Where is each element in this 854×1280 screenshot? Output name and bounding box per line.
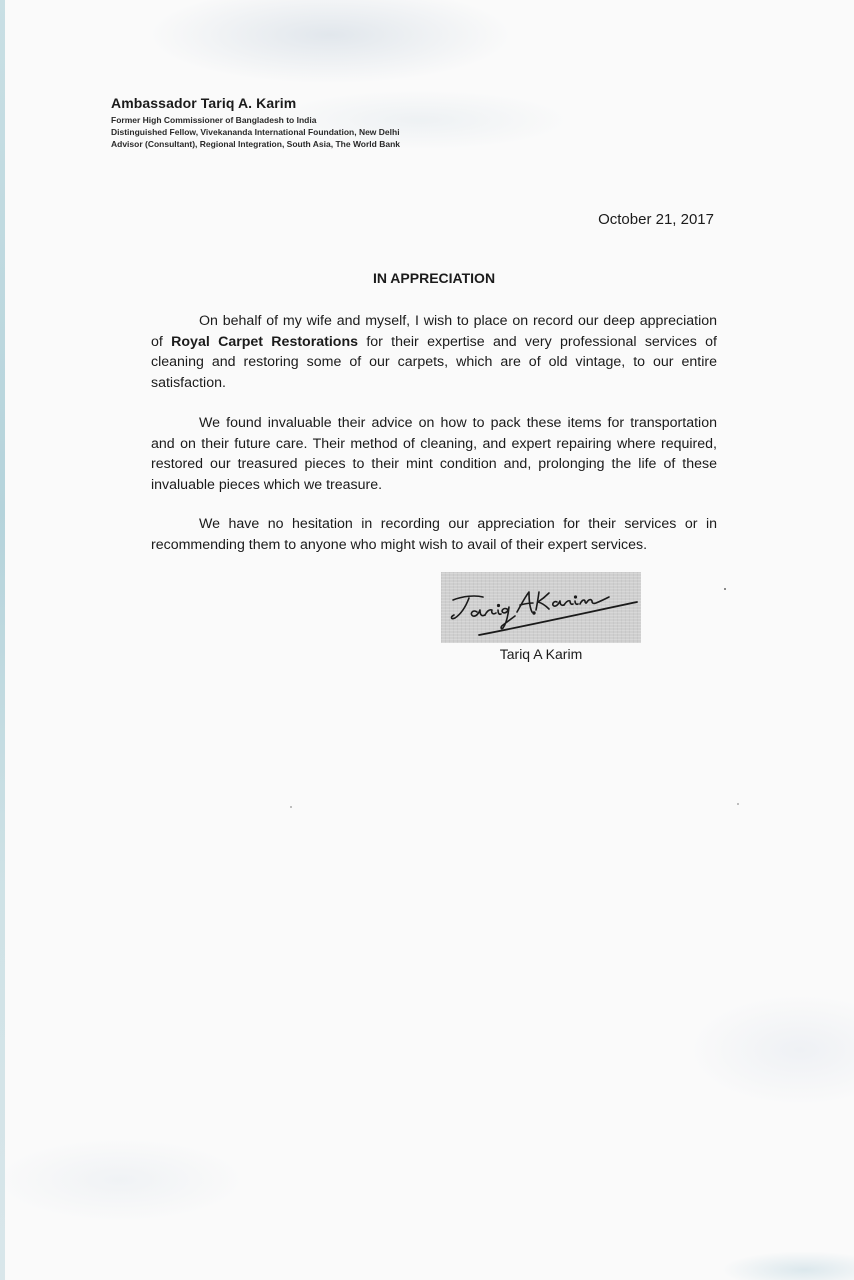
paragraph-1-end: for their expertise and very professional services of cleaning and restoring some of our carpets, which are of old vintage, to our entire satisfaction. bbox=[151, 333, 717, 391]
letterhead-line-3: Advisor (Consultant), Regional Integration, South Asia, The World Bank bbox=[111, 139, 401, 149]
letter-date: October 21, 2017 bbox=[598, 211, 714, 228]
paragraph-1 bbox=[151, 311, 717, 393]
letterhead-name: Ambassador Tariq A. Karim bbox=[111, 95, 297, 111]
letterhead bbox=[111, 95, 400, 150]
paragraph-3-text: We have no hesitation in recording our appreciation for their services or in recommending them to anyone who might wish to avail of their expert services. bbox=[151, 516, 717, 553]
paragraph-2-text: We found invaluable their advice on how to pack these items for transportation and on their future care. Their method of cleaning, and expert repairing where required, restored our treasured pieces to their mint condition and, prolonging the life of these invaluable pieces which we treasure. bbox=[151, 415, 717, 493]
paper-speck bbox=[737, 803, 739, 805]
paragraph-1-start: On behalf of my wife and myself, I wish to place on record our deep appreciation of bbox=[151, 313, 717, 350]
paper-speck bbox=[290, 806, 292, 808]
paragraph-3 bbox=[151, 514, 717, 555]
signer-name: Tariq A Karim bbox=[499, 646, 583, 662]
handwritten-signature bbox=[441, 572, 641, 643]
paragraph-2 bbox=[151, 413, 717, 495]
letterhead-line-1: Former High Commissioner of Bangladesh to India bbox=[111, 115, 317, 125]
paper-speck bbox=[724, 588, 726, 590]
page-edge-shadow bbox=[0, 0, 5, 1280]
letter-heading: IN APPRECIATION bbox=[372, 270, 496, 286]
company-name: Royal Carpet Restorations bbox=[171, 333, 359, 350]
page-smudge bbox=[634, 1230, 854, 1280]
letterhead-line-2: Distinguished Fellow, Vivekananda International Foundation, New Delhi bbox=[111, 127, 400, 137]
signature-image bbox=[441, 572, 641, 643]
